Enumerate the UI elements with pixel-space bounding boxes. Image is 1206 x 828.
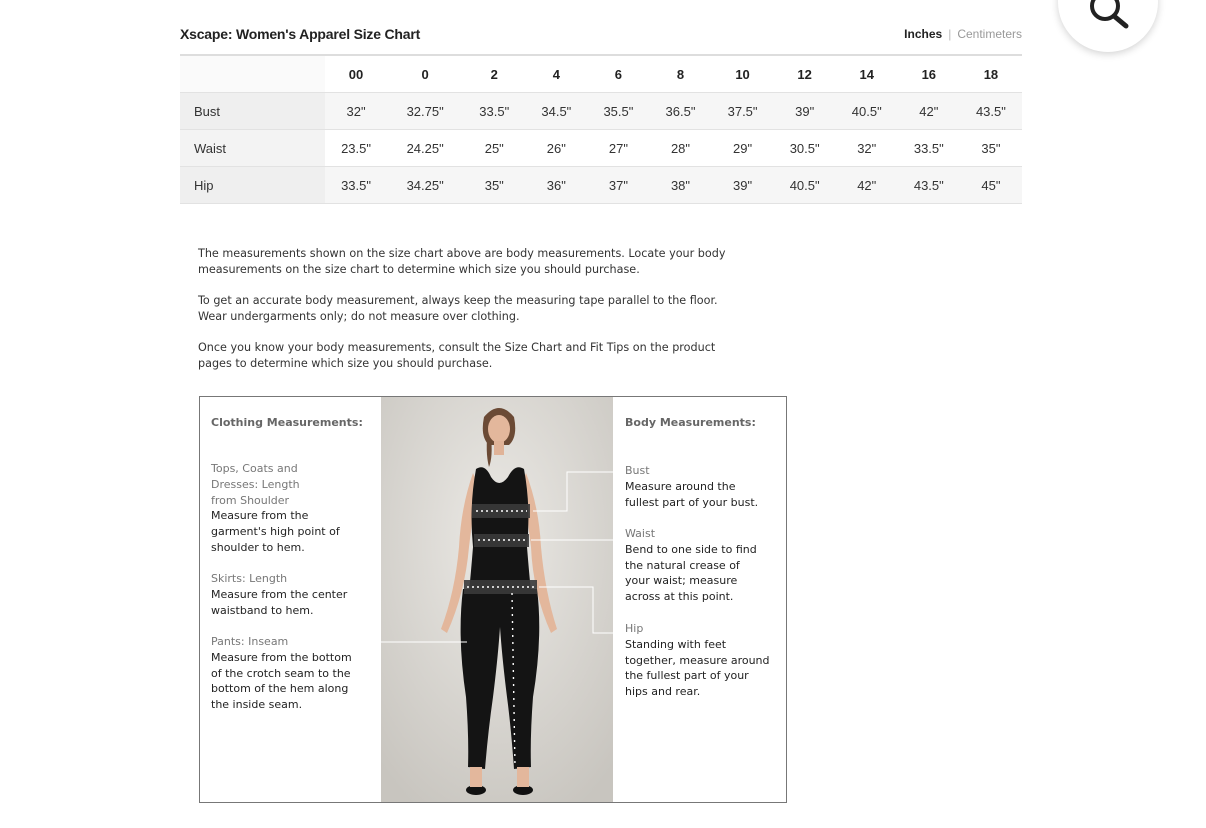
table-cell: 42": [898, 93, 960, 130]
hip-title: Hip: [625, 622, 644, 635]
clothing-heading: Clothing Measurements:: [211, 416, 363, 429]
table-row-hip: [180, 167, 1022, 204]
tops-text-line: Measure from the: [211, 509, 309, 523]
paragraph-line: pages to determine which size you should purchase.: [198, 356, 493, 370]
table-cell: 35": [463, 167, 525, 204]
waist-text-line: across at this point.: [625, 590, 734, 604]
table-cell: 28": [649, 130, 711, 167]
instruction-paragraph: [198, 246, 788, 277]
size-header-row: [180, 55, 1022, 93]
size-header-cell: 0: [387, 55, 463, 93]
hip-text-line: together, measure around: [625, 653, 770, 667]
table-cell: 43.5": [960, 93, 1022, 130]
size-header-cell: 8: [649, 55, 711, 93]
bust-text-line: Measure around the: [625, 479, 736, 493]
waist-tape: [474, 534, 529, 547]
size-header-cell: 12: [774, 55, 836, 93]
tops-block: [211, 461, 381, 556]
hip-block: [625, 621, 785, 700]
tops-title-line: from Shoulder: [211, 493, 290, 507]
table-cell: 39": [774, 93, 836, 130]
measurement-diagram: [199, 396, 787, 803]
pants-block: [211, 634, 381, 713]
paragraph-line: To get an accurate body measurement, always keep the measuring tape parallel to the floor.: [198, 294, 718, 307]
table-cell: 29": [712, 130, 774, 167]
pants-title: Pants: Inseam: [211, 635, 289, 648]
waist-title: Waist: [625, 527, 656, 540]
row-label: Bust: [180, 93, 325, 130]
table-cell: 25": [463, 130, 525, 167]
table-cell: 33.5": [898, 130, 960, 167]
paragraph-line: measurements on the size chart to determine which size you should purchase.: [198, 262, 640, 276]
neck: [494, 441, 504, 455]
bust-title: Bust: [625, 464, 650, 477]
body-heading: Body Measurements:: [625, 416, 756, 429]
size-table: [180, 54, 1022, 204]
table-cell: 34.5": [525, 93, 587, 130]
size-header-cell: 14: [836, 55, 898, 93]
table-cell: 40.5": [774, 167, 836, 204]
row-label: Waist: [180, 130, 325, 167]
tops-text-line: garment's high point of: [211, 525, 340, 539]
paragraph-line: Wear undergarments only; do not measure over clothing.: [198, 309, 520, 323]
unit-separator: |: [948, 27, 952, 41]
hip-text-line: hips and rear.: [625, 685, 701, 699]
table-cell: 32.75": [387, 93, 463, 130]
chart-title: Xscape: Women's Apparel Size Chart: [180, 26, 421, 42]
chart-header: [180, 24, 1022, 46]
magnifier-icon: [1058, 0, 1158, 52]
table-cell: 26": [525, 130, 587, 167]
table-cell: 32": [325, 93, 387, 130]
tops-title-line: Dresses: Length: [211, 477, 300, 491]
instruction-paragraph: [198, 340, 788, 371]
corner-cell: [180, 55, 325, 93]
waist-text-line: Bend to one side to find: [625, 542, 757, 556]
row-label: Hip: [180, 167, 325, 204]
paragraph-line: The measurements shown on the size chart above are body measurements. Locate your body: [198, 247, 726, 260]
skirts-text-line: Measure from the center: [211, 587, 348, 601]
size-header-cell: 6: [587, 55, 649, 93]
table-cell: 27": [587, 130, 649, 167]
table-cell: 33.5": [325, 167, 387, 204]
size-header-cell: 4: [525, 55, 587, 93]
hip-text-line: the fullest part of your: [625, 669, 749, 683]
table-row-waist: [180, 130, 1022, 167]
model-photo: [381, 397, 613, 802]
table-cell: 23.5": [325, 130, 387, 167]
table-cell: 37": [587, 167, 649, 204]
size-header-cell: 2: [463, 55, 525, 93]
table-cell: 38": [649, 167, 711, 204]
table-cell: 43.5": [898, 167, 960, 204]
table-cell: 35": [960, 130, 1022, 167]
size-header-cell: 10: [712, 55, 774, 93]
bust-block: [625, 463, 785, 510]
waist-block: [625, 526, 785, 605]
waist-text-line: the natural crease of: [625, 558, 740, 572]
table-cell: 33.5": [463, 93, 525, 130]
table-cell: 36": [525, 167, 587, 204]
bust-text-line: fullest part of your bust.: [625, 495, 759, 509]
table-cell: 36.5": [649, 93, 711, 130]
pants-text-line: of the crotch seam to the: [211, 666, 351, 680]
table-cell: 30.5": [774, 130, 836, 167]
table-cell: 24.25": [387, 130, 463, 167]
skirts-text-line: waistband to hem.: [211, 603, 314, 617]
tops-title-line: Tops, Coats and: [211, 462, 298, 475]
table-cell: 45": [960, 167, 1022, 204]
size-header-cell: 16: [898, 55, 960, 93]
waist-text-line: your waist; measure: [625, 574, 738, 588]
tank-top: [469, 467, 531, 592]
pants-text-line: Measure from the bottom: [211, 650, 352, 664]
table-row-bust: [180, 93, 1022, 130]
table-cell: 32": [836, 130, 898, 167]
table-cell: 42": [836, 167, 898, 204]
unit-inches-link[interactable]: Inches: [904, 27, 943, 41]
hip-tape: [464, 580, 537, 594]
size-header-cell: 18: [960, 55, 1022, 93]
head: [488, 415, 510, 443]
pants-text-line: bottom of the hem along: [211, 682, 349, 696]
skirts-block: [211, 571, 381, 618]
unit-centimeters-link[interactable]: Centimeters: [957, 27, 1022, 41]
instruction-paragraph: [198, 293, 788, 324]
pants-text-line: the inside seam.: [211, 698, 303, 712]
measurement-instructions: [198, 246, 788, 387]
table-cell: 37.5": [712, 93, 774, 130]
table-cell: 34.25": [387, 167, 463, 204]
unit-toggle: [904, 27, 1022, 41]
size-header-cell: 00: [325, 55, 387, 93]
zoom-button[interactable]: [1058, 0, 1158, 52]
table-cell: 40.5": [836, 93, 898, 130]
hip-text-line: Standing with feet: [625, 637, 727, 651]
table-cell: 39": [712, 167, 774, 204]
tops-text-line: shoulder to hem.: [211, 540, 305, 554]
paragraph-line: Once you know your body measurements, consult the Size Chart and Fit Tips on the product: [198, 341, 716, 354]
table-cell: 35.5": [587, 93, 649, 130]
skirts-title: Skirts: Length: [211, 572, 288, 585]
